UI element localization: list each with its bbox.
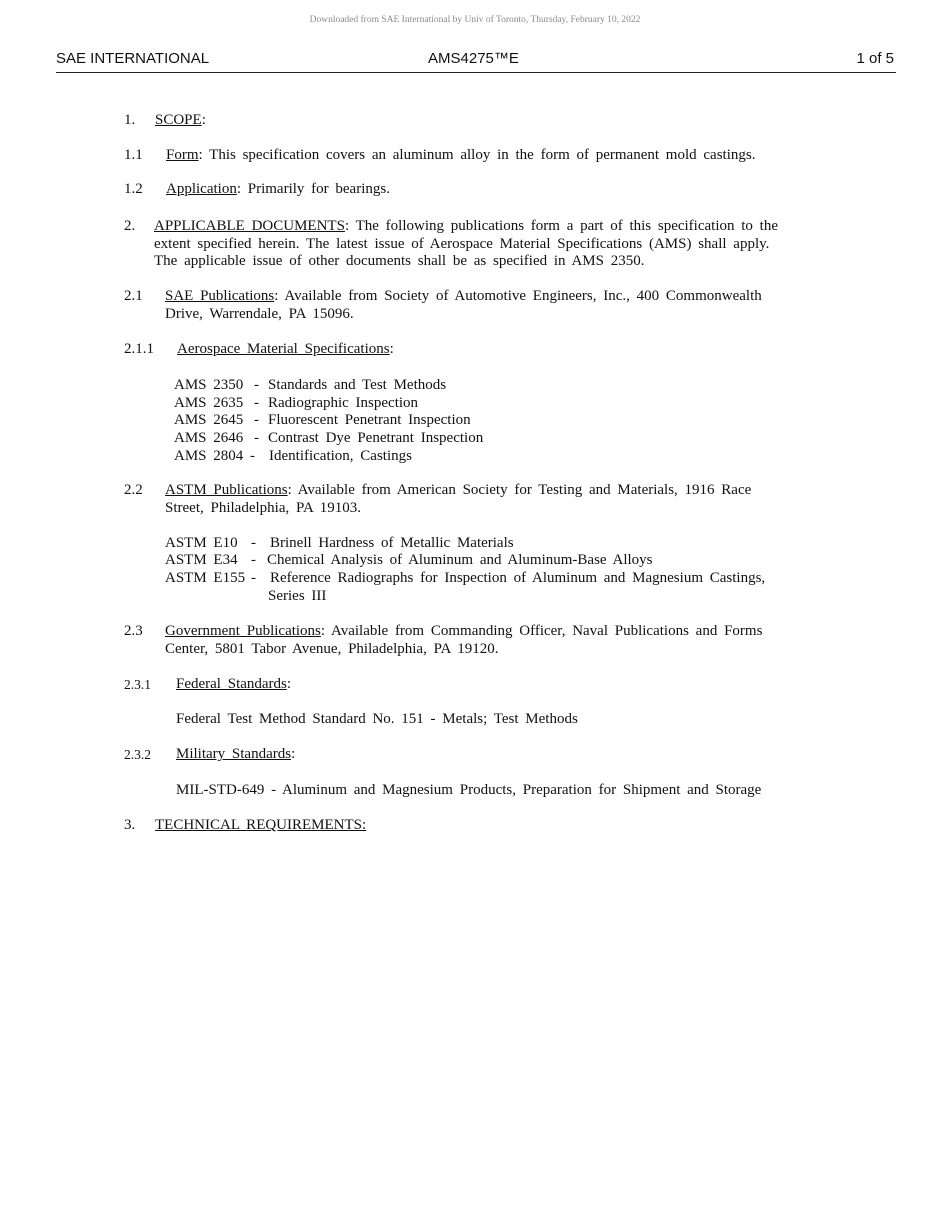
doc-separator: - bbox=[250, 448, 255, 464]
section-text-line1: : Available from Commanding Officer, Naval Publications and Forms bbox=[320, 623, 763, 639]
section-text-line2: Center, 5801 Tabor Avenue, Philadelphia, PA 19120. bbox=[165, 640, 499, 657]
list-item: Federal Test Method Standard No. 151 - Metals; Test Methods bbox=[176, 711, 578, 727]
section-number: 2.1.1 bbox=[124, 341, 154, 357]
section-colon: : bbox=[291, 746, 296, 762]
section-colon: : bbox=[389, 341, 394, 357]
doc-separator: - bbox=[254, 395, 259, 411]
doc-separator: - bbox=[251, 552, 256, 568]
section-text-line3: The applicable issue of other documents shall be as specified in AMS 2350. bbox=[154, 253, 645, 269]
doc-code: ASTM E34 bbox=[165, 552, 238, 568]
section-title: Aerospace Material Specifications bbox=[177, 341, 390, 357]
section-2-3-1 bbox=[124, 676, 844, 730]
section-number: 1.2 bbox=[124, 181, 143, 197]
doc-code: ASTM E155 bbox=[165, 570, 246, 586]
section-number: 2.3 bbox=[124, 623, 143, 639]
section-text-line2: Drive, Warrendale, PA 15096. bbox=[165, 305, 354, 322]
page-header bbox=[56, 50, 896, 73]
section-2-1-1 bbox=[124, 341, 844, 467]
section-title: Form bbox=[166, 147, 199, 163]
doc-code: AMS 2645 bbox=[174, 412, 244, 428]
section-title: Government Publications bbox=[165, 623, 321, 639]
section-text: : This specification covers an aluminum alloy in the form of permanent mold castings. bbox=[198, 147, 756, 163]
section-2 bbox=[124, 218, 844, 272]
doc-code: AMS 2804 bbox=[174, 448, 244, 464]
doc-desc: Contrast Dye Penetrant Inspection bbox=[268, 430, 484, 446]
section-number: 2. bbox=[124, 218, 136, 234]
doc-separator: - bbox=[254, 377, 259, 393]
doc-desc: Brinell Hardness of Metallic Materials bbox=[270, 535, 514, 551]
section-text-line2: extent specified herein. The latest issue of Aerospace Material Specifications (AMS) shall apply. bbox=[154, 235, 770, 252]
doc-separator: - bbox=[251, 570, 256, 586]
section-2-1 bbox=[124, 288, 844, 324]
section-title: SCOPE bbox=[155, 112, 202, 128]
doc-desc: Chemical Analysis of Aluminum and Aluminum-Base Alloys bbox=[267, 552, 653, 568]
doc-code: ASTM E10 bbox=[165, 535, 238, 551]
section-title: APPLICABLE DOCUMENTS bbox=[154, 218, 345, 234]
doc-desc-continued: Series III bbox=[268, 587, 327, 604]
section-title: Application bbox=[166, 181, 237, 197]
download-watermark: Downloaded from SAE International by Univ of Toronto, Thursday, February 10, 2022 bbox=[309, 15, 641, 25]
doc-code: AMS 2646 bbox=[174, 430, 244, 446]
list-item: MIL-STD-649 - Aluminum and Magnesium Products, Preparation for Shipment and Storage bbox=[176, 782, 762, 798]
doc-desc: Fluorescent Penetrant Inspection bbox=[268, 412, 471, 428]
header-doc-number: AMS4275™E bbox=[428, 50, 519, 67]
section-text-line1: : Available from Society of Automotive Engineers, Inc., 400 Commonwealth bbox=[274, 288, 762, 304]
doc-desc: Identification, Castings bbox=[269, 448, 412, 464]
section-title: ASTM Publications bbox=[165, 482, 288, 498]
section-2-3-2 bbox=[124, 746, 844, 800]
section-colon: : bbox=[201, 112, 206, 128]
section-2-3 bbox=[124, 623, 844, 659]
section-text-line1: : Available from American Society for Testing and Materials, 1916 Race bbox=[287, 482, 752, 498]
section-text-line1: : The following publications form a part of this specification to the bbox=[344, 218, 778, 234]
doc-code: AMS 2350 bbox=[174, 377, 244, 393]
doc-separator: - bbox=[254, 430, 259, 446]
section-title: Federal Standards bbox=[176, 676, 287, 692]
doc-separator: - bbox=[254, 412, 259, 428]
section-number: 2.3.2 bbox=[124, 747, 151, 762]
doc-desc: Reference Radiographs for Inspection of Aluminum and Magnesium Castings, bbox=[270, 570, 766, 586]
section-title: TECHNICAL REQUIREMENTS: bbox=[155, 817, 367, 833]
doc-separator: - bbox=[251, 535, 256, 551]
doc-desc: Standards and Test Methods bbox=[268, 377, 447, 393]
section-number: 2.2 bbox=[124, 482, 143, 498]
section-number: 2.1 bbox=[124, 288, 143, 304]
header-org: SAE INTERNATIONAL bbox=[56, 50, 210, 67]
section-number: 2.3.1 bbox=[124, 677, 151, 692]
header-page-number: 1 of 5 bbox=[856, 50, 894, 67]
section-text: : Primarily for bearings. bbox=[236, 181, 390, 197]
doc-code: AMS 2635 bbox=[174, 395, 244, 411]
section-2-2 bbox=[124, 482, 844, 606]
section-number: 3. bbox=[124, 817, 136, 833]
section-title: Military Standards bbox=[176, 746, 292, 762]
section-title: SAE Publications bbox=[165, 288, 275, 304]
section-number: 1. bbox=[124, 112, 136, 128]
section-number: 1.1 bbox=[124, 147, 143, 163]
section-text-line2: Street, Philadelphia, PA 19103. bbox=[165, 499, 361, 516]
doc-desc: Radiographic Inspection bbox=[268, 395, 419, 411]
section-colon: : bbox=[286, 676, 292, 692]
